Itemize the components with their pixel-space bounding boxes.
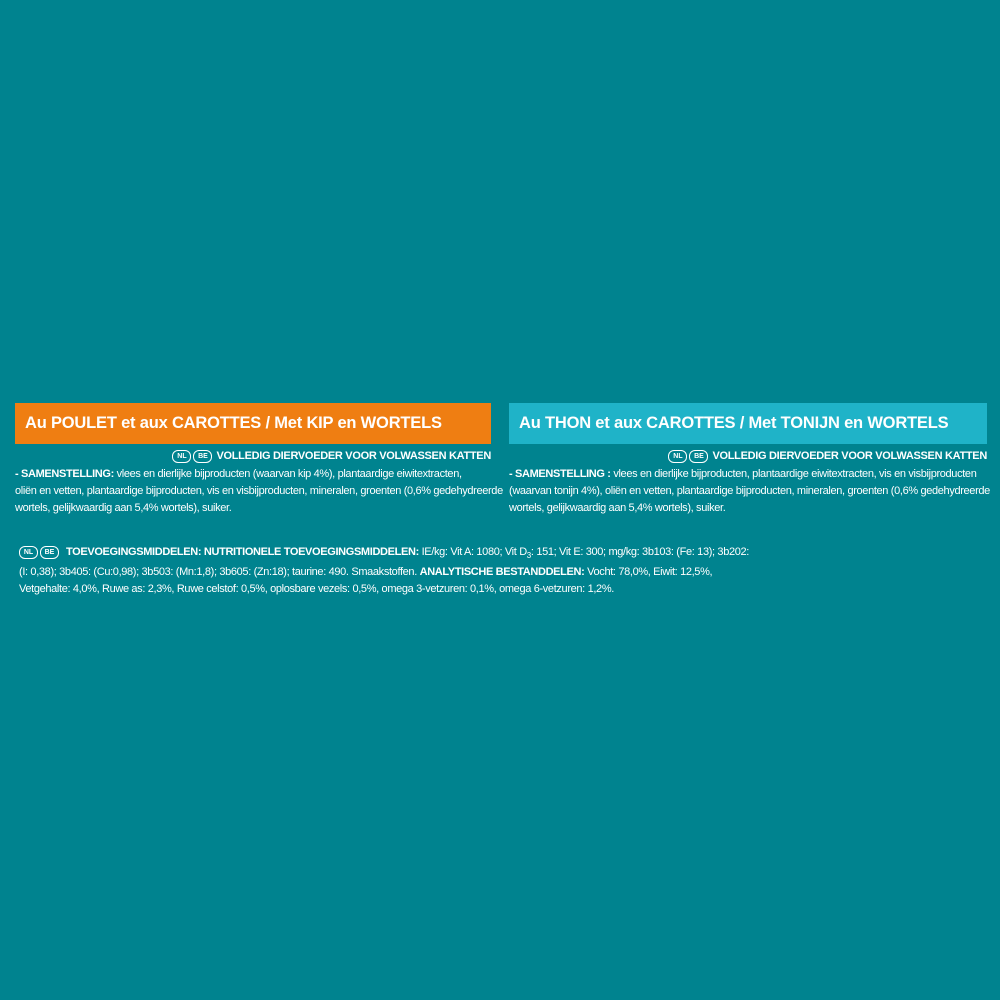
- right-composition-line-2: (waarvan tonijn 4%), oliën en vetten, plantaardige bijproducten, mineralen, groenten (0,6% gedehydreerde: [509, 485, 990, 497]
- left-composition-line-3: wortels, gelijkwaardig aan 5,4% wortels), suiker.: [15, 502, 232, 514]
- left-subtitle-row: [15, 448, 491, 464]
- right-product-panel: [509, 403, 990, 517]
- nl-badge-icon: NL: [668, 450, 687, 463]
- additives-badges: [19, 546, 63, 559]
- left-composition-line-2: oliën en vetten, plantaardige bijproducten, vis en visbijproducten, mineralen, groenten (0,6% gedehydreerde: [15, 485, 503, 497]
- left-composition-lead: - SAMENSTELLING:: [15, 468, 114, 480]
- left-product-panel: [15, 403, 503, 517]
- left-composition-line-1: [15, 466, 491, 483]
- be-badge-icon: BE: [689, 450, 708, 463]
- additives-block: [19, 544, 749, 598]
- right-composition-lead: - SAMENSTELLING :: [509, 468, 611, 480]
- additives-lead: TOEVOEGINGSMIDDELEN: NUTRITIONELE TOEVOEGINGSMIDDELEN:: [66, 546, 419, 558]
- additives-line-1: [19, 544, 749, 564]
- right-composition-line-3: wortels, gelijkwaardig aan 5,4% wortels), suiker.: [509, 502, 726, 514]
- nl-badge-icon: NL: [172, 450, 191, 463]
- additives-line-2-b: Vocht: 78,0%, Eiwit: 12,5%,: [584, 566, 713, 579]
- vit-d-subscript: 3: [526, 551, 531, 561]
- right-subtitle-row: [509, 448, 987, 464]
- analytical-lead: ANALYTISCHE BESTANDDELEN:: [419, 566, 585, 579]
- left-composition-text-1: vlees en dierlijke bijproducten (waarvan kip 4%), plantaardige eiwitextracten,: [113, 468, 462, 480]
- right-product-banner: Au THON et aux CAROTTES / Met TONIJN en WORTELS: [509, 403, 987, 444]
- be-badge-icon: BE: [193, 450, 212, 463]
- additives-line-1-a: IE/kg: Vit A: 1080; Vit D: [418, 546, 527, 558]
- right-composition-text-1: vlees en dierlijke bijproducten, plantaardige eiwitextracten, vis en visbijproducten: [610, 468, 977, 480]
- additives-line-3: Vetgehalte: 4,0%, Ruwe as: 2,3%, Ruwe celstof: 0,5%, oplosbare vezels: 0,5%, omega 3-vetzuren: 0,1%, omega 6-vetzuren: 1,2%.: [19, 583, 614, 596]
- be-badge-icon: BE: [40, 546, 59, 559]
- additives-line-1-b: : 151; Vit E: 300; mg/kg: 3b103: (Fe: 13); 3b202:: [530, 546, 749, 558]
- left-composition: [15, 466, 503, 517]
- additives-line-2-a: (I: 0,38); 3b405: (Cu:0,98); 3b503: (Mn:1,8); 3b605: (Zn:18); taurine: 490. Smaakstoffen.: [19, 566, 420, 579]
- right-composition-line-1: [509, 466, 987, 483]
- left-subtitle: VOLLEDIG DIERVOEDER VOOR VOLWASSEN KATTEN: [216, 450, 491, 462]
- right-subtitle: VOLLEDIG DIERVOEDER VOOR VOLWASSEN KATTEN: [712, 450, 987, 462]
- left-product-banner: Au POULET et aux CAROTTES / Met KIP en WORTELS: [15, 403, 491, 444]
- additives-line-2: [19, 564, 739, 581]
- right-composition: [509, 466, 990, 517]
- nl-badge-icon: NL: [19, 546, 38, 559]
